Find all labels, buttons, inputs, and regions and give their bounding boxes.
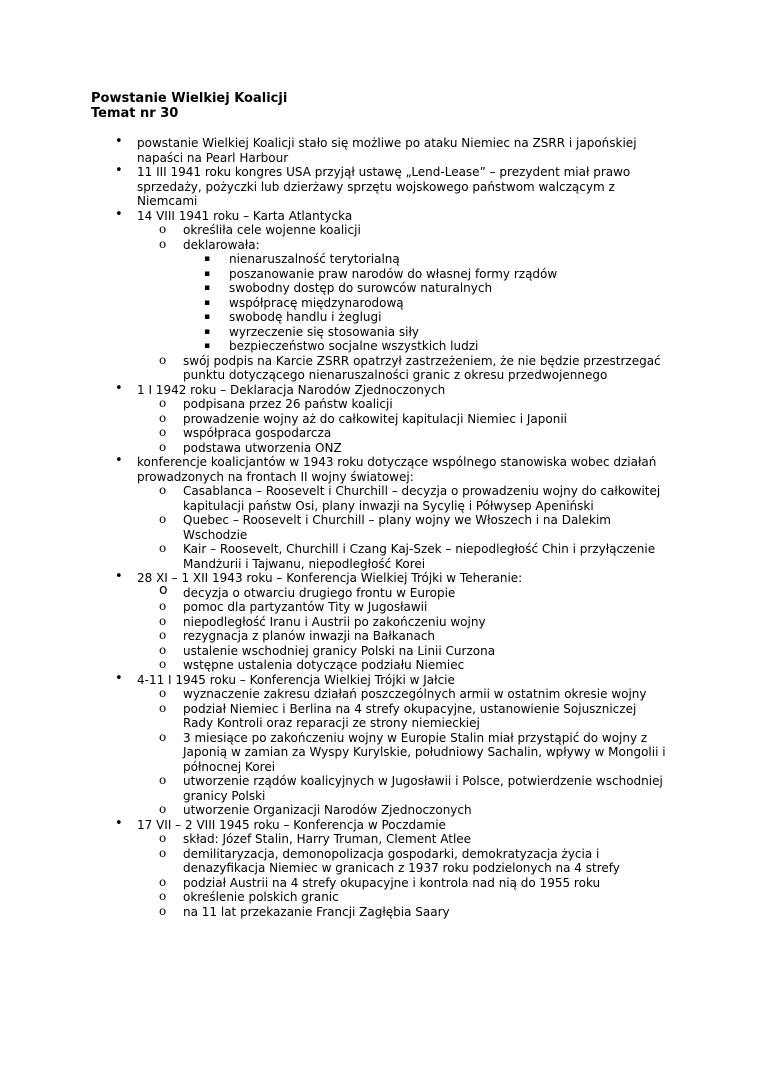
list-item [159,541,667,571]
bullet-marker: o [159,773,167,787]
list-item [0,380,667,456]
bullet-marker: ▪ [204,268,211,279]
list-item-text: podstawa utworzenia ONZ [183,440,342,455]
list-item [204,339,667,354]
list-item [159,425,667,441]
list-item [159,903,667,920]
bullet-list-level-2 [159,483,667,571]
bullet-list-container [0,136,760,919]
list-item-text: swobodę handlu i żeglugi [229,310,382,324]
bullet-list-level-1 [0,136,760,919]
list-item-text: swobodny dostęp do surowców naturalnych [229,281,493,295]
list-item [204,266,667,282]
list-item [159,773,667,803]
list-item-text: 3 miesiące po zakończeniu wojny w Europie Stalin miał przystąpić do wojny z Japonią w zamian za Wyspy Kurylskie, południowy Sachalin, wpływy w Mongolii i północnej Korei [183,730,666,774]
list-item [159,686,667,702]
list-item-text: demilitaryzacja, demonopolizacja gospodarki, demokratyzacja życia i denazyfikacja Niemiec w granicach z 1937 roku podzielonych na 4 strefy [183,846,620,875]
list-item [159,845,667,876]
list-item [159,613,667,630]
list-item-text: bezpieczeństwo socjalne wszystkich ludzi [229,339,479,353]
bullet-marker: o [159,581,168,598]
list-item [204,310,667,325]
list-item [159,628,667,644]
list-item-text: na 11 lat przekazanie Francji Zagłębia Saary [183,904,450,919]
list-item-text: swój podpis na Karcie ZSRR opatrzył zastrzeżeniem, że nie będzie przestrzegać punktu dotyczącego nienaruszalności granic z okresu przedwojennego [183,353,661,382]
list-item [0,670,667,818]
bullet-marker: o [159,222,167,236]
list-item-text: 17 VII – 2 VIII 1945 roku – Konferencja w Poczdamie [137,817,446,832]
bullet-marker: ▪ [204,341,211,351]
list-item [159,599,667,615]
bullet-marker: o [159,903,167,918]
bullet-marker: o [159,642,167,657]
list-item-text: powstanie Wielkiej Koalicji stało się możliwe po ataku Niemiec na ZSRR i japońskiej napaści na Pearl Harbour [137,136,637,165]
list-item-text: wstępne ustalenia dotyczące podziału Niemiec [183,658,465,672]
list-item [0,815,667,920]
bullet-marker: o [159,628,167,642]
list-item [159,581,667,601]
bullet-marker: o [159,700,167,715]
topic-number: Temat nr 30 [91,106,179,121]
bullet-marker: • [115,134,123,149]
list-item-text: ustalenie wschodniej granicy Polski na Linii Curzona [183,643,496,658]
bullet-marker: o [159,512,167,526]
list-item-text: wyrzeczenie się stosowania siły [229,324,419,339]
list-item-text: podział Austrii na 4 strefy okupacyjne i kontrola nad nią do 1955 roku [183,875,601,890]
list-item-text: podział Niemiec i Berlina na 4 strefy okupacyjne, ustanowienie Sojuszniczej Rady Kontroli oraz reparacji ze strony niemieckiej [183,701,637,730]
bullet-marker: o [159,410,167,425]
bullet-marker: o [159,889,167,903]
bullet-list-level-3 [204,252,667,354]
list-item [159,642,667,659]
list-item [159,483,667,513]
list-item [204,295,667,311]
list-item-text: współpraca gospodarcza [183,426,332,440]
bullet-marker: ▪ [204,326,211,337]
list-item-text: podpisana przez 26 państw koalicji [183,397,393,411]
list-item-text: konferencje koalicjantów w 1943 roku dotyczące wspólnego stanowiska wobec działań prowadzonych na frontach II wojny światowej: [137,455,657,484]
list-item-text: decyzja o otwarciu drugiego frontu w Europie [183,585,456,600]
list-item [0,455,667,571]
list-item [159,352,667,383]
list-item-text: Quebec – Roosevelt i Churchill – plany wojny we Włoszech i na Dalekim Wschodzie [183,513,611,542]
list-item [0,165,667,209]
list-item-text: 11 III 1941 roku kongres USA przyjął ustawę „Lend-Lease” – prezydent miał prawo sprzedaży, pożyczki lub dzierżawy sprzętu wojskowego państwom walczącym z Niemcami [137,165,631,208]
bullet-list-level-2 [159,222,667,383]
bullet-marker: o [159,729,167,744]
list-item [159,831,667,847]
list-item-text: określenie polskich granic [183,890,339,904]
list-item-text: 14 VIII 1941 roku – Karta Atlantycka [137,208,353,223]
list-item-text: skład: Józef Stalin, Harry Truman, Clement Atlee [183,832,472,846]
bullet-list-level-2 [159,831,667,919]
bullet-marker: o [159,439,167,454]
bullet-marker: • [115,380,123,396]
bullet-list-level-2 [159,686,667,818]
bullet-marker: o [159,352,167,367]
list-item [159,889,667,905]
list-item [204,324,667,340]
list-item [159,512,667,542]
bullet-marker: o [159,483,167,497]
bullet-marker: ▪ [204,254,211,264]
bullet-marker: o [159,802,167,816]
list-item-text: pomoc dla partyzantów Tity w Jugosławii [183,600,428,614]
list-item [204,281,667,296]
list-item [0,136,667,165]
title-block [91,91,287,121]
bullet-marker: ▪ [204,297,211,308]
bullet-marker: o [159,686,167,700]
list-item [159,222,667,238]
bullet-marker: o [159,613,167,628]
bullet-marker: • [115,206,123,222]
list-item-text: nienaruszalność terytorialną [229,252,400,266]
list-item-text: niepodległość Iranu i Austrii po zakończeniu wojny [183,614,486,629]
list-item-text: Casablanca – Roosevelt i Churchill – decyzja o prowadzeniu wojny do całkowitej kapitulacji państw Osi, plany inwazji na Sycylię i Półwysep Apeniński [183,484,661,513]
list-item [0,206,667,383]
list-item [159,729,667,775]
list-item-text: rezygnacja z planów inwazji na Bałkanach [183,629,436,643]
bullet-list-level-2 [159,581,667,673]
list-item-text: wyznaczenie zakresu działań poszczególnych armii w ostatnim okresie wojny [183,687,647,701]
list-item [159,802,667,818]
list-item-text: 4-11 I 1945 roku – Konferencja Wielkiej Trójki w Jałcie [137,672,455,687]
list-item [0,571,667,673]
bullet-marker: o [159,599,167,613]
list-item-text: utworzenie rządów koalicyjnych w Jugosławii i Polsce, potwierdzenie wschodniej granicy Polski [183,774,663,803]
list-item [159,439,667,456]
bullet-marker: o [159,396,167,410]
bullet-marker: o [159,425,167,439]
bullet-marker: o [159,874,167,889]
page-title: Powstanie Wielkiej Koalicji [91,91,288,106]
bullet-marker: o [159,657,167,671]
list-item [159,396,667,412]
list-item [204,252,667,267]
list-item-text: współpracę międzynarodową [229,295,404,310]
bullet-marker: • [115,569,123,584]
list-item [159,236,667,354]
bullet-list-level-2 [159,396,667,455]
bullet-marker: o [159,236,167,251]
list-item [159,700,667,731]
bullet-marker: o [159,845,167,860]
list-item-text: utworzenie Organizacji Narodów Zjednoczonych [183,803,472,817]
list-item [159,657,667,673]
list-item-text: 1 I 1942 roku – Deklaracja Narodów Zjednoczonych [137,382,446,397]
list-item-text: 28 XI – 1 XII 1943 roku – Konferencja Wielkiej Trójki w Teheranie: [137,571,523,585]
list-item-text: Kair – Roosevelt, Churchill i Czang Kaj-Szek – niepodległość Chin i przyłączenie Mandżurii i Tajwanu, niepodległość Korei [183,542,656,571]
bullet-marker: o [159,831,167,845]
list-item-text: poszanowanie praw narodów do własnej formy rządów [229,266,558,281]
bullet-marker: ▪ [204,312,211,322]
list-item [159,874,667,891]
bullet-marker: o [159,541,167,555]
bullet-marker: • [115,815,123,831]
list-item [159,410,667,427]
bullet-marker: • [115,670,123,686]
bullet-marker: • [115,163,123,178]
bullet-marker: • [115,453,123,468]
bullet-marker: ▪ [204,283,211,293]
list-item-text: prowadzenie wojny aż do całkowitej kapitulacji Niemiec i Japonii [183,411,567,426]
list-item-text: deklarowała: [183,237,260,252]
list-item-text: określiła cele wojenne koalicji [183,223,361,237]
